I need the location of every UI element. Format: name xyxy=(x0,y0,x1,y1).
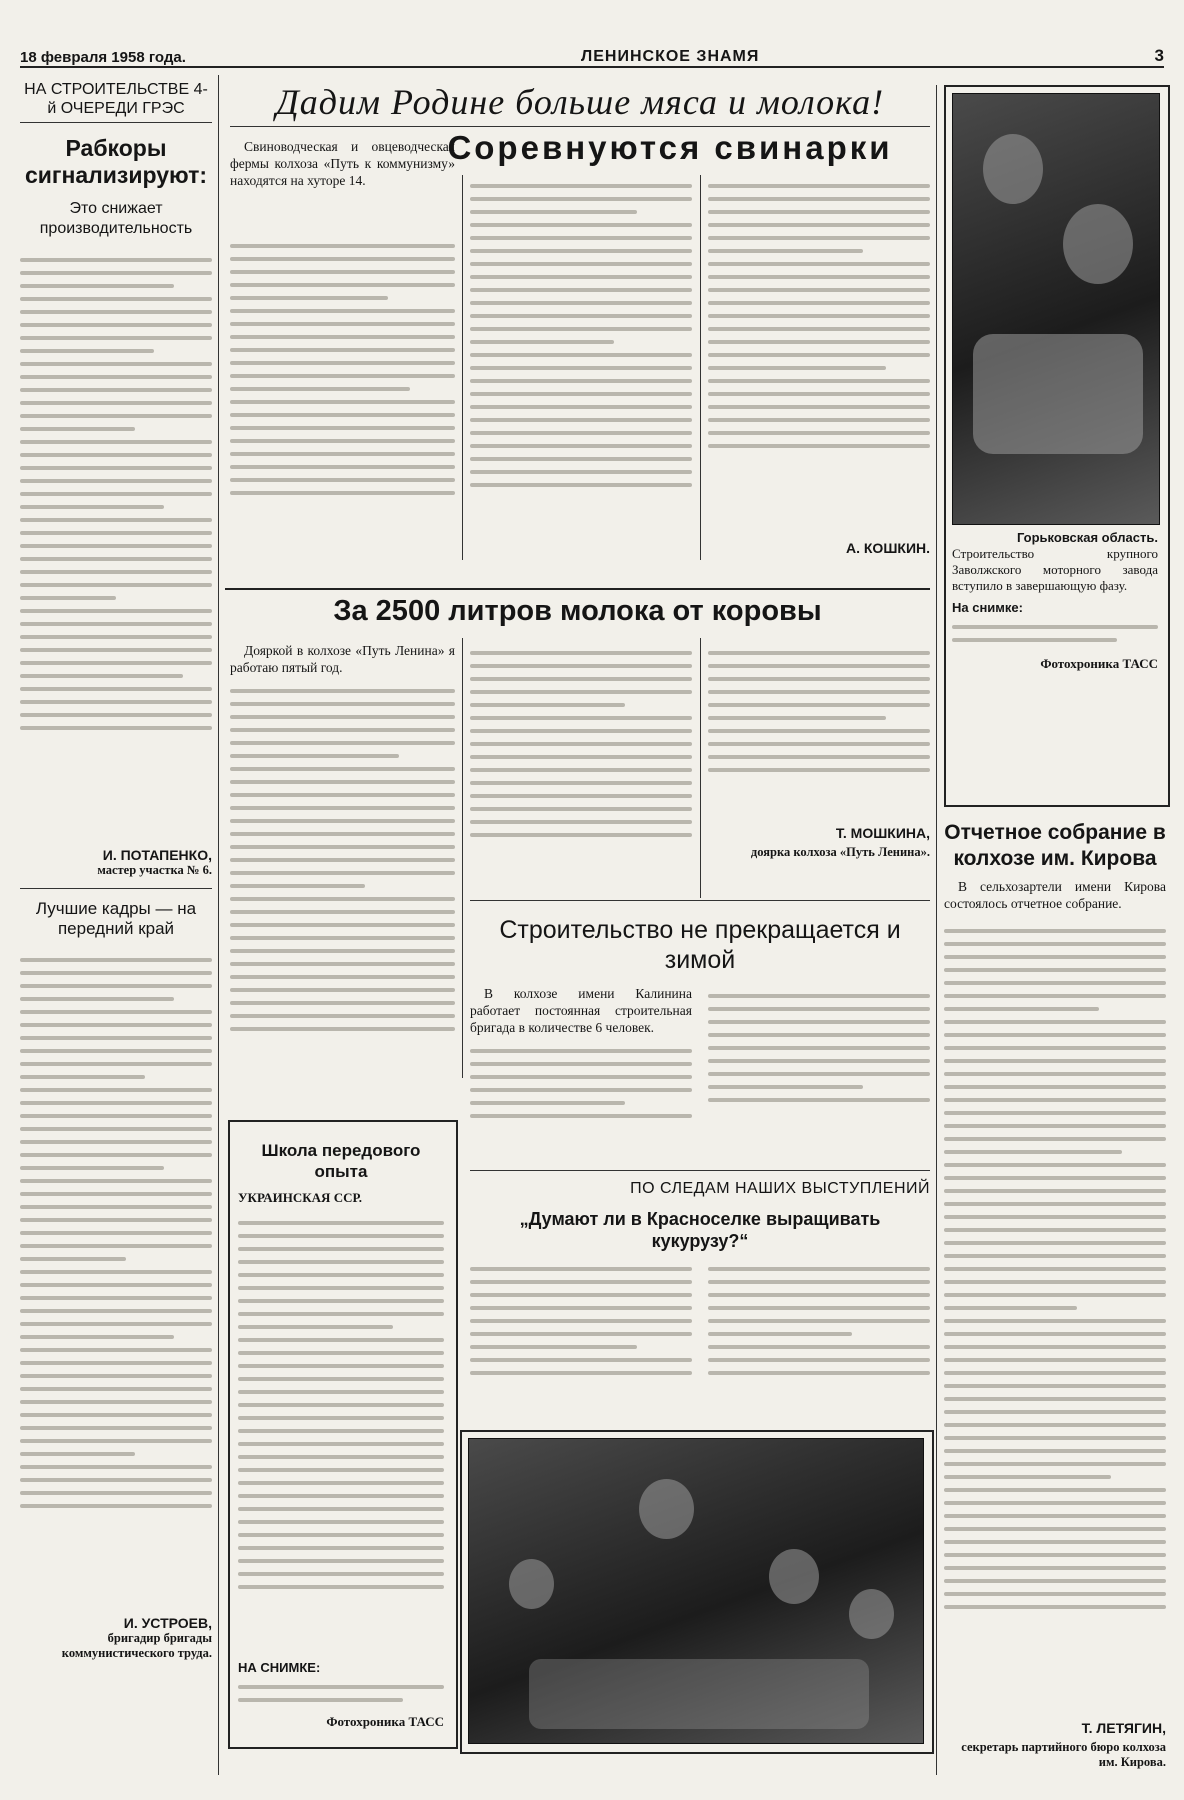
article-title: Это снижает производительность xyxy=(39,200,193,237)
article-body-unread xyxy=(470,175,692,555)
masthead xyxy=(20,42,1164,68)
page-number: 3 xyxy=(1154,46,1164,65)
article-lead: В сельхозартели имени Кирова состоялось отчетное собрание. xyxy=(944,879,1166,911)
signature: Т. ЛЕТЯГИН, xyxy=(1081,1720,1166,1736)
article-body-unread xyxy=(708,642,930,817)
signature-role: бригадир бригады коммунистического труда. xyxy=(61,1631,212,1660)
article-milk-lead xyxy=(230,642,455,682)
signature-role: доярка колхоза «Путь Ленина». xyxy=(750,845,930,859)
rubric: НА СТРОИТЕЛЬСТВЕ 4-й ОЧЕРЕДИ ГРЭС xyxy=(20,80,212,123)
column-rule xyxy=(700,638,701,898)
signature: И. ПОТАПЕНКО, xyxy=(102,847,212,863)
headline: Строительство не прекращается и зимой xyxy=(499,916,901,974)
column-rule xyxy=(462,175,463,560)
article-body-unread xyxy=(708,985,930,1145)
page-banner: Дадим Родине больше мяса и молока! xyxy=(230,80,930,127)
signature: И. УСТРОЕВ, xyxy=(123,1615,212,1631)
article-body-unread xyxy=(230,680,455,1115)
school-lead xyxy=(238,1190,444,1206)
issue-date: 18 февраля 1958 года. xyxy=(20,49,186,66)
article-body-unread xyxy=(20,949,212,1609)
signature-role: секретарь партийного бюро колхоза им. Кирова. xyxy=(961,1740,1166,1769)
photo-factory xyxy=(952,93,1160,525)
headline: „Думают ли в Красноселке выращивать кукурузу?“ xyxy=(519,1209,881,1251)
caption-place: Горьковская область. xyxy=(1016,530,1158,545)
column-left xyxy=(20,80,212,1661)
column-rule xyxy=(700,175,701,560)
headline: Школа передового опыта xyxy=(261,1141,421,1181)
article-build-lead xyxy=(470,985,692,1042)
headline: Соревнуются свинарки xyxy=(447,129,893,166)
article-kirov-lead xyxy=(944,878,1166,918)
photo-credit: Фотохроника ТАСС xyxy=(326,1714,444,1729)
column-rule xyxy=(218,75,219,1775)
article-body-unread xyxy=(20,249,212,839)
headline: Отчетное собрание в колхозе им. Кирова xyxy=(944,821,1166,870)
article-body-unread xyxy=(230,235,455,555)
signature: Т. МОШКИНА, xyxy=(835,825,930,841)
school-caption xyxy=(238,1660,444,1730)
signature-role: мастер участка № 6. xyxy=(97,863,212,877)
caption-label: На снимке: xyxy=(952,600,1023,615)
headline: За 2500 литров молока от коровы xyxy=(333,595,822,627)
article-lead: Свиноводческая и овцеводческая фермы колхоза «Путь к коммунизму» находятся на хуторе 14. xyxy=(230,139,455,188)
headline: Рабкоры сигнализируют: xyxy=(24,135,208,188)
article-body-unread xyxy=(708,1258,930,1418)
rubric: ПО СЛЕДАМ НАШИХ ВЫСТУПЛЕНИЙ xyxy=(630,1180,930,1197)
caption-text: Строительство крупного Заволжского моторного завода вступило в завершающую фазу. xyxy=(952,546,1158,593)
article-body-unread xyxy=(238,1212,444,1657)
article-body-unread xyxy=(470,1040,692,1145)
caption-label: НА СНИМКЕ: xyxy=(238,1660,321,1675)
photo-credit: Фотохроника ТАСС xyxy=(1040,656,1158,671)
article-body-unread xyxy=(470,642,692,892)
photo-school-students xyxy=(468,1438,924,1744)
newspaper-title: ЛЕНИНСКОЕ ЗНАМЯ xyxy=(581,48,760,65)
article-lead: Дояркой в колхозе «Путь Ленина» я работаю пятый год. xyxy=(230,643,455,675)
column-rule xyxy=(462,638,463,1078)
article-body-unread xyxy=(708,175,930,520)
article-lead: В колхозе имени Калинина работает постоянная строительная бригада в количестве 6 человек. xyxy=(470,986,692,1035)
article-title: Лучшие кадры — на передний край xyxy=(35,899,197,938)
article-lead: УКРАИНСКАЯ ССР. xyxy=(238,1190,363,1205)
article-body-unread xyxy=(944,920,1166,1710)
article-pigs-lead xyxy=(230,138,455,195)
column-rule xyxy=(936,85,937,1775)
photo-caption xyxy=(952,530,1158,672)
signature: А. КОШКИН. xyxy=(846,540,930,556)
article-body-unread xyxy=(470,1258,692,1418)
